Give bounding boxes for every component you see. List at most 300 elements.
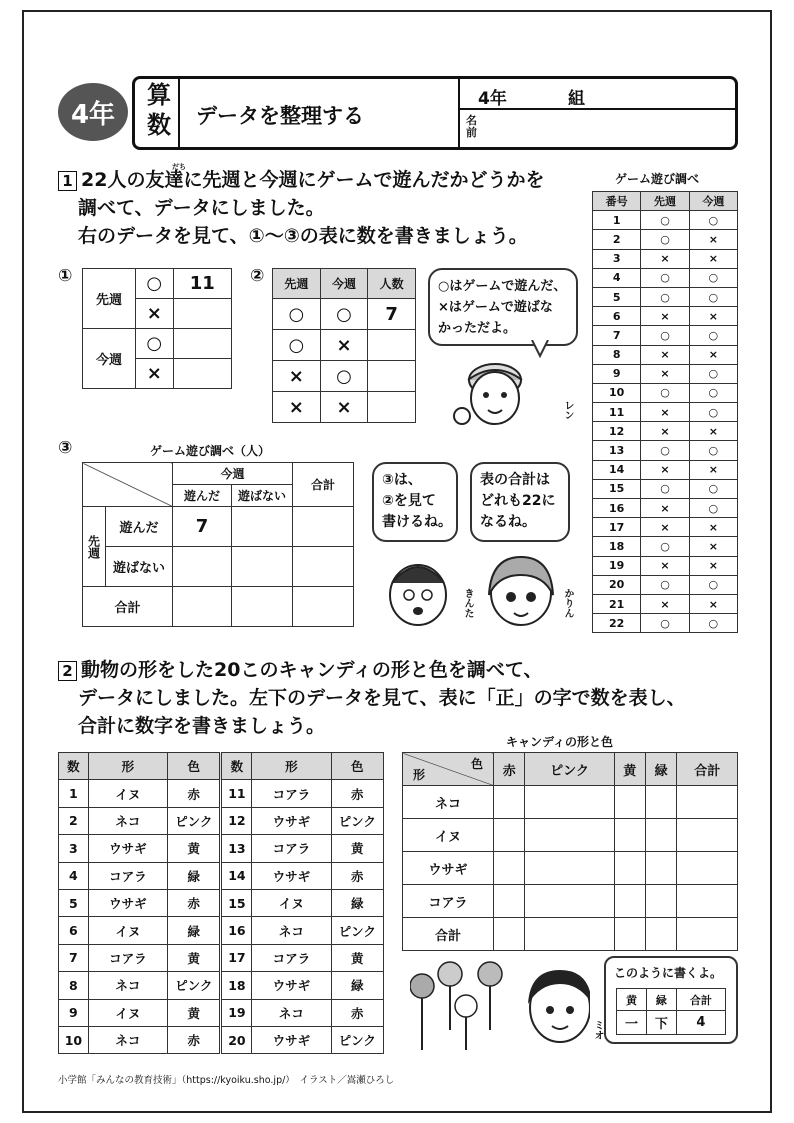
cell: ネコ [252,917,331,944]
cell: × [641,345,689,364]
subject-text: 算数 [147,81,171,139]
cell: コアラ [252,835,331,862]
corner-row-label: 形 [413,768,426,782]
answer-cell[interactable] [677,819,738,852]
cell: ○ [641,537,689,556]
table-1 [82,268,232,389]
cell: ○ [689,268,737,287]
cell: ○ [689,364,737,383]
table-row [593,268,738,287]
subject-label [140,80,178,144]
cell: イヌ [88,999,167,1026]
row-label: ウサギ [403,852,494,885]
cell: × [273,392,321,423]
col-group: 今週 [173,463,293,485]
answer-cell[interactable] [368,330,416,361]
row-label: 先週 [83,269,136,329]
table-row [593,575,738,594]
answer-cell[interactable] [494,885,525,918]
cell: 12 [221,807,252,834]
table-row [59,917,384,944]
table-row [593,326,738,345]
header-cell: 合計 [676,989,725,1011]
answer-cell[interactable] [173,329,231,359]
cell: × [689,594,737,613]
table-row [593,307,738,326]
cell: ○ [136,329,174,359]
table-3 [82,462,354,627]
name-ren: レン [562,400,573,420]
answer-cell[interactable] [677,786,738,819]
header-cell: 遊んだ [173,485,232,507]
answer-cell[interactable] [525,852,614,885]
cell: ○ [641,479,689,498]
cell: 3 [593,249,641,268]
table-row [593,614,738,633]
table-row [593,460,738,479]
answer-cell[interactable] [494,918,525,951]
header-cell: 数 [59,753,89,780]
table-row [593,287,738,306]
corner-cell [83,463,173,507]
row-label: 遊んだ [106,507,173,547]
header-cell: 合計 [293,463,354,507]
table-row [59,807,384,834]
answer-cell[interactable] [614,852,645,885]
name-label: 名前 [466,114,477,139]
row-label: イヌ [403,819,494,852]
cell: ウサギ [252,807,331,834]
cell: ○ [689,575,737,594]
cell: 5 [59,889,89,916]
cell: ○ [320,361,368,392]
cell: ○ [136,269,174,299]
speech-bubble-karin: 表の合計は どれも22に なるね。 [470,462,570,542]
cell: 緑 [331,889,384,916]
cell: 6 [59,917,89,944]
table-row [59,889,384,916]
cell: 10 [59,1026,89,1053]
q1-line-1: 22人の友達に先週と今週にゲームで遊んだかどうかを [81,169,545,191]
answer-cell[interactable] [677,852,738,885]
header-cell: 人数 [368,269,416,299]
kinta-karin-illustration [376,545,576,633]
cell: 4 [59,862,89,889]
marker-3: ③ [58,438,73,458]
class-label: 4年 [478,89,507,109]
cell: ウサギ [252,972,331,999]
cell: 7 [593,326,641,345]
header-cell: 今週 [320,269,368,299]
cell: ○ [641,211,689,230]
speech-bubble-kinta: ③は、 ②を見て 書けるね。 [372,462,458,542]
header-cell: 先週 [273,269,321,299]
cell: イヌ [88,917,167,944]
row-label: 合計 [403,918,494,951]
answer-cell[interactable] [368,361,416,392]
q1-line-2: 調べて、データにしました。 [78,197,325,219]
cell: 3 [59,835,89,862]
cell: 20 [221,1026,252,1053]
cell: 1 [59,780,89,807]
cell: ○ [689,211,737,230]
cell: 4 [593,268,641,287]
table-row [593,383,738,402]
answer-cell[interactable] [614,918,645,951]
header-cell: 合計 [677,753,738,786]
marker-1: ① [58,266,73,286]
answer-cell[interactable] [614,786,645,819]
cell: × [689,556,737,575]
row-label: 遊ばない [106,547,173,587]
cell: 20 [593,575,641,594]
tally-table [402,752,738,951]
answer-cell[interactable] [293,507,354,547]
cell: × [689,537,737,556]
table-row [59,862,384,889]
example-table [616,988,726,1035]
header-cell: 黄 [614,753,645,786]
cell: 16 [593,499,641,518]
header-cell: 色 [168,753,221,780]
answer-cell[interactable] [494,852,525,885]
name-kinta: きんた [462,588,473,618]
candy-and-mio-illustration [410,960,590,1050]
cell: ネコ [88,1026,167,1053]
ruby-text: だち [172,163,186,171]
cell: ○ [689,614,737,633]
cell: ○ [641,575,689,594]
header-cell: 形 [252,753,331,780]
table-row [593,422,738,441]
answer-cell[interactable] [232,507,293,547]
marker-2: ② [250,266,265,286]
cell: 1 [593,211,641,230]
ren-illustration [440,340,580,432]
header-cell: 今週 [689,192,737,211]
cell: 19 [593,556,641,575]
cell: × [689,230,737,249]
cell: 下 [646,1011,676,1035]
cell: 9 [59,999,89,1026]
cell: 9 [593,364,641,383]
answer-cell[interactable] [614,885,645,918]
cell: 緑 [168,917,221,944]
cell: 緑 [331,972,384,999]
answer-cell[interactable] [494,819,525,852]
table-row [593,537,738,556]
table-3-caption: ゲーム遊び調べ（人） [150,444,271,458]
table-row [403,885,738,918]
game-data-caption: ゲーム遊び調べ [615,172,700,186]
cell[interactable]: 11 [173,269,231,299]
cell: 11 [593,403,641,422]
kumi-label: 組 [568,89,585,109]
cell: 16 [221,917,252,944]
cell: 13 [593,441,641,460]
cell: 黄 [331,944,384,971]
answer-cell[interactable] [232,547,293,587]
cell: × [641,499,689,518]
answer-cell[interactable] [173,359,231,389]
speech-bubble-ren: ○はゲームで遊んだ、 ×はゲームで遊ばな かっただよ。 [428,268,578,346]
example-text: このように書くよ。 [614,966,723,980]
row-label: コアラ [403,885,494,918]
table-row [59,780,384,807]
divider [458,79,460,147]
header-cell: 黄 [617,989,647,1011]
row-label: ネコ [403,786,494,819]
cell: コアラ [88,944,167,971]
cell: 18 [593,537,641,556]
cell: 黄 [168,944,221,971]
cell: × [641,594,689,613]
cell: イヌ [88,780,167,807]
cell: 黄 [168,999,221,1026]
cell: ○ [689,479,737,498]
cell: ピンク [331,1026,384,1053]
header-cell: 先週 [641,192,689,211]
table-row [403,819,738,852]
header-cell: 緑 [645,753,676,786]
q2-number: 2 [58,661,77,681]
answer-cell[interactable] [232,587,293,627]
table-row [403,852,738,885]
table-row [593,211,738,230]
cell: 2 [59,807,89,834]
table-2 [272,268,416,423]
cell: × [689,249,737,268]
q2-text [58,656,543,684]
cell: × [641,403,689,422]
table-row [59,972,384,999]
cell: 赤 [168,780,221,807]
table-row [59,944,384,971]
cell: コアラ [252,780,331,807]
answer-cell[interactable] [173,547,232,587]
cell: 21 [593,594,641,613]
cell: × [641,249,689,268]
cell: 5 [593,287,641,306]
table-row [403,786,738,819]
cell: ○ [273,330,321,361]
cell: 赤 [331,862,384,889]
answer-cell[interactable] [173,299,231,329]
row-label: 合計 [83,587,173,627]
corner-cell [403,753,494,786]
name-karin: かりん [562,588,573,618]
cell: × [320,330,368,361]
q1-line-3: 右のデータを見て、①～③の表に数を書きましょう。 [78,225,528,247]
answer-cell[interactable] [645,885,676,918]
answer-cell[interactable]: 7 [368,299,416,330]
answer-cell[interactable] [525,819,614,852]
answer-cell[interactable]: 7 [173,507,232,547]
cell: 14 [221,862,252,889]
cell: ピンク [168,807,221,834]
table-row [593,594,738,613]
answer-cell[interactable] [645,852,676,885]
cell: ウサギ [88,889,167,916]
table-row [593,518,738,537]
cell: × [689,345,737,364]
header-cell: 数 [221,753,252,780]
cell: ○ [320,299,368,330]
cell: 14 [593,460,641,479]
cell: 7 [59,944,89,971]
answer-cell[interactable] [677,885,738,918]
answer-cell[interactable] [293,587,354,627]
divider [178,79,180,147]
q1-text [58,166,544,194]
cell: 黄 [331,835,384,862]
cell: ○ [641,230,689,249]
answer-cell[interactable] [525,918,614,951]
cell: × [641,460,689,479]
cell: 11 [221,780,252,807]
cell: ○ [641,287,689,306]
page-title: データを整理する [196,104,364,128]
cell: ウサギ [252,862,331,889]
cell: 19 [221,999,252,1026]
cell: 6 [593,307,641,326]
table-row [593,249,738,268]
cell: ○ [689,383,737,402]
answer-cell[interactable] [173,587,232,627]
corner-col-label: 色 [470,757,483,771]
game-data-table [592,191,738,633]
header-cell: 形 [88,753,167,780]
cell: ○ [689,499,737,518]
cell: × [641,518,689,537]
cell: 12 [593,422,641,441]
cell: 8 [59,972,89,999]
cell: 一 [617,1011,647,1035]
cell: ○ [689,403,737,422]
q1-number: 1 [58,171,77,191]
cell: 4 [676,1011,725,1035]
table-row [593,479,738,498]
table-row [593,441,738,460]
cell: ○ [641,268,689,287]
cell: ピンク [168,972,221,999]
table-row [593,364,738,383]
cell: コアラ [88,862,167,889]
cell: 8 [593,345,641,364]
cell: 18 [221,972,252,999]
header-cell: 赤 [494,753,525,786]
cell: × [136,359,174,389]
q2-line-3: 合計に数字を書きましょう。 [78,715,326,737]
cell: 赤 [331,780,384,807]
header-cell: 番号 [593,192,641,211]
row-label: 今週 [83,329,136,389]
table-row [59,835,384,862]
cell: × [689,422,737,441]
cell: 13 [221,835,252,862]
answer-cell[interactable] [645,786,676,819]
table-row [403,918,738,951]
cell: ウサギ [252,1026,331,1053]
grade-badge: 4年 [58,83,128,141]
cell: ○ [641,441,689,460]
answer-cell[interactable] [494,786,525,819]
answer-cell[interactable] [525,786,614,819]
candy-data-table [58,752,384,1054]
footer-credit: 小学館「みんなの教育技術」（https://kyoiku.sho.jp/） イラスト／嵩瀬ひろし [58,1075,395,1086]
cell: × [641,556,689,575]
cell: × [273,361,321,392]
cell: イヌ [252,889,331,916]
answer-cell[interactable] [614,819,645,852]
cell: 15 [593,479,641,498]
header-cell: 緑 [646,989,676,1011]
cell: × [641,422,689,441]
cell: × [689,460,737,479]
answer-cell[interactable] [525,885,614,918]
table-row [59,1026,384,1053]
answer-cell[interactable] [645,918,676,951]
cell: ○ [641,614,689,633]
cell: 17 [221,944,252,971]
cell: ピンク [331,807,384,834]
cell: × [136,299,174,329]
table-row [593,230,738,249]
q2-line-1: 動物の形をした20このキャンディの形と色を調べて、 [81,659,543,681]
cell: ネコ [252,999,331,1026]
cell: ○ [689,326,737,345]
cell: × [641,307,689,326]
cell: 10 [593,383,641,402]
cell: 22 [593,614,641,633]
cell: 赤 [168,1026,221,1053]
cell: ネコ [88,807,167,834]
cell: 赤 [168,889,221,916]
answer-cell[interactable] [677,918,738,951]
header-cell: 遊ばない [232,485,293,507]
table-row [59,999,384,1026]
table-row [593,556,738,575]
cell: 黄 [168,835,221,862]
cell: ネコ [88,972,167,999]
row-group: 先週 [83,507,106,587]
answer-cell[interactable] [645,819,676,852]
cell: 緑 [168,862,221,889]
cell: 15 [221,889,252,916]
cell: ○ [641,326,689,345]
cell: ピンク [331,917,384,944]
header-cell: 色 [331,753,384,780]
cell: ○ [689,441,737,460]
cell: × [689,518,737,537]
header-cell: ピンク [525,753,614,786]
cell: 2 [593,230,641,249]
cell: 17 [593,518,641,537]
table-row [593,345,738,364]
tally-caption: キャンディの形と色 [506,735,614,749]
cell: ウサギ [88,835,167,862]
q2-line-2: データにしました。左下のデータを見て、表に「正」の字で数を表し、 [78,687,686,709]
table-row [593,499,738,518]
cell: コアラ [252,944,331,971]
cell: ○ [641,383,689,402]
name-mio: ミオ [592,1020,603,1040]
table-row [593,403,738,422]
answer-cell[interactable] [368,392,416,423]
cell: 赤 [331,999,384,1026]
answer-cell[interactable] [293,547,354,587]
cell: ○ [689,287,737,306]
